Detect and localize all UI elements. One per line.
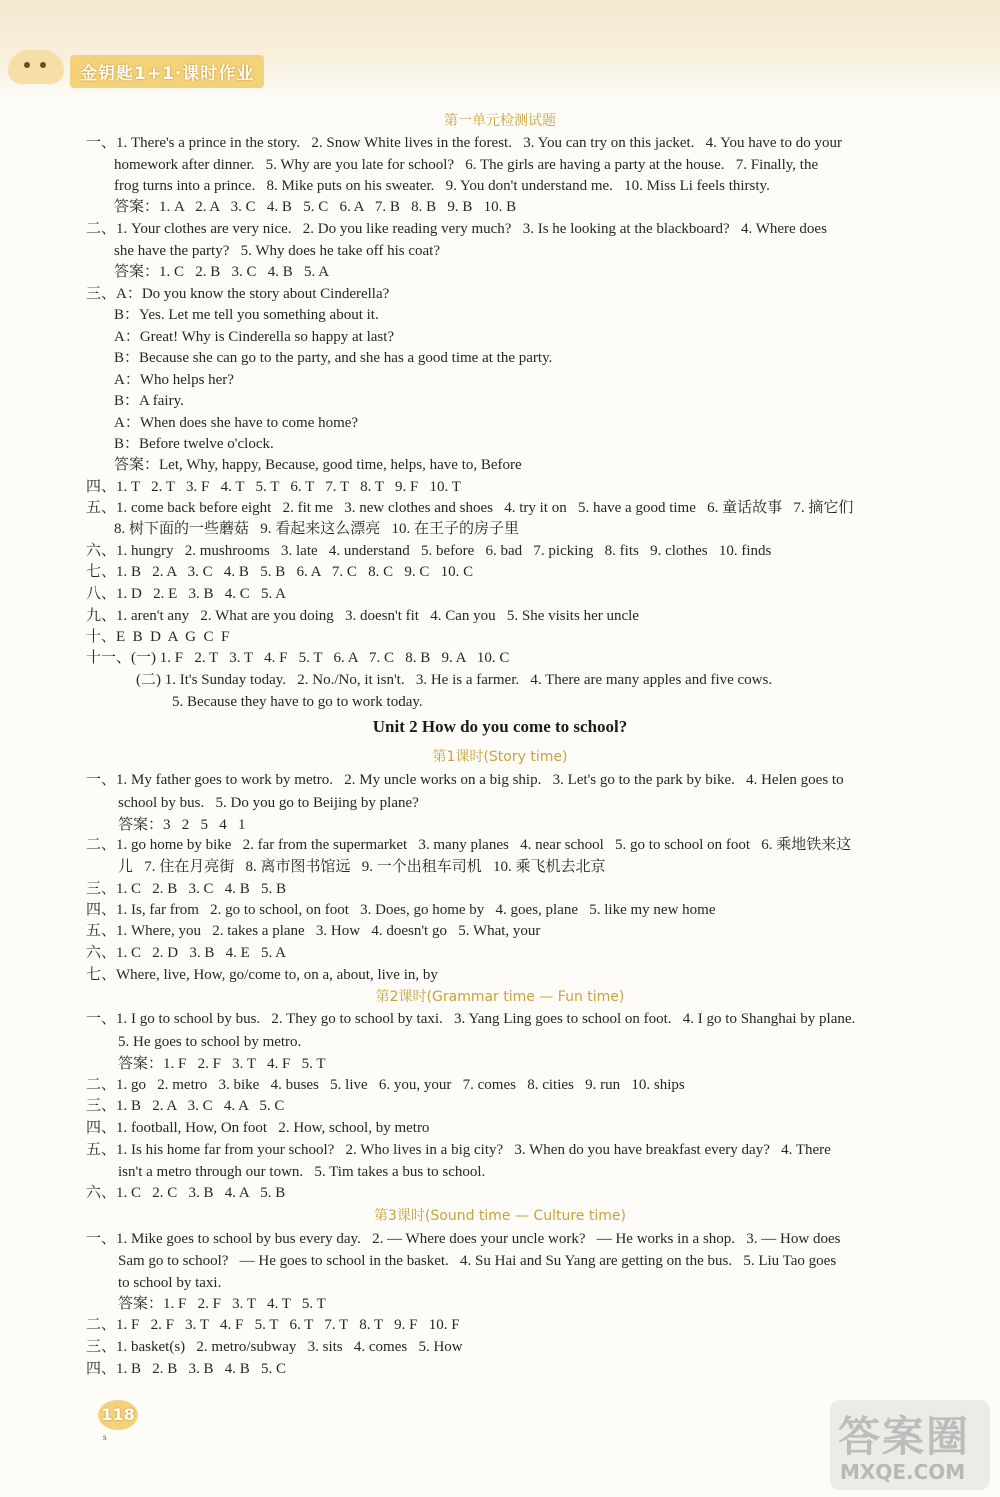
series-brand-label: 金钥匙1+1·课时作业 xyxy=(70,55,264,88)
answer-line: 儿 7. 住在月亮街 8. 离市图书馆远 9. 一个出租车司机 10. 乘飞机去北京 xyxy=(118,859,606,875)
answer-line: 二、1. F 2. F 3. T 4. F 5. T 6. T 7. T 8. T 9. F 10. F xyxy=(86,1317,460,1333)
dialogue-line: B：Because she can go to the party, and she has a good time at the party. xyxy=(114,350,553,366)
watermark-logo xyxy=(830,1400,990,1490)
answer-line: school by bus. 5. Do you go to Beijing by plane? xyxy=(118,795,419,811)
answer-line: 六、1. C 2. C 3. B 4. A 5. B xyxy=(86,1185,286,1201)
answer-line: 四、1. Is, far from 2. go to school, on foot 3. Does, go home by 4. goes, plane 5. like my new home xyxy=(86,902,716,918)
answer-line: 三、1. B 2. A 3. C 4. A 5. C xyxy=(86,1098,285,1114)
answer-line: 十一、(一) 1. F 2. T 3. T 4. F 5. T 6. A 7. C 8. B 9. A 10. C xyxy=(86,650,510,666)
answer-line: 七、Where, live, How, go/come to, on a, about, live in, by xyxy=(86,967,438,983)
answer-line: 一、1. Mike goes to school by bus every day. 2. — Where does your uncle work? — He works in a shop. 3. — How does xyxy=(86,1231,841,1247)
mascot-eye-icon xyxy=(40,62,46,68)
answer-key-line: 答案：1. F 2. F 3. T 4. T 5. T xyxy=(118,1296,326,1312)
answer-line: 三、1. basket(s) 2. metro/subway 3. sits 4. comes 5. How xyxy=(86,1339,463,1355)
answer-line: 六、1. hungry 2. mushrooms 3. late 4. understand 5. before 6. bad 7. picking 8. fits 9. clothes 10. finds xyxy=(86,543,772,559)
answer-line: 二、1. Your clothes are very nice. 2. Do you like reading very much? 3. Is he looking at the blackboard? 4. Where does xyxy=(86,221,827,237)
answer-line: 5. He goes to school by metro. xyxy=(118,1034,302,1050)
watermark-site: MXQE.COM xyxy=(840,1460,966,1484)
section-title-unit1-test: 第一单元检测试题 xyxy=(444,113,556,129)
answer-line: 四、1. B 2. B 3. B 4. B 5. C xyxy=(86,1361,287,1377)
answer-key-line: 答案：1. F 2. F 3. T 4. F 5. T xyxy=(118,1056,326,1072)
answer-line: Sam go to school? — He goes to school in the basket. 4. Su Hai and Su Yang are getting on the bus. 5. Liu Tao goes xyxy=(118,1253,837,1269)
answer-line: 一、1. I go to school by bus. 2. They go to school by taxi. 3. Yang Ling goes to school on foot. 4. I go to Shanghai by plane. xyxy=(86,1011,856,1027)
answer-line: 五、1. come back before eight 2. fit me 3. new clothes and shoes 4. try it on 5. have a good time 6. 童话故事 7. 摘它们 xyxy=(86,500,854,516)
answer-line: 五、1. Is his home far from your school? 2. Who lives in a big city? 3. When do you have breakfast every day? 4. There xyxy=(86,1142,831,1158)
lesson-title: 第2课时(Grammar time — Fun time) xyxy=(375,989,625,1005)
dialogue-line: A：When does she have to come home? xyxy=(114,415,359,431)
lesson-title: 第3课时(Sound time — Culture time) xyxy=(374,1208,626,1224)
answer-line: 四、1. football, How, On foot 2. How, school, by metro xyxy=(86,1120,430,1136)
answer-line: 二、1. go 2. metro 3. bike 4. buses 5. live 6. you, your 7. comes 8. cities 9. run 10. ships xyxy=(86,1077,685,1093)
answer-line: 一、1. There's a prince in the story. 2. Snow White lives in the forest. 3. You can try on this jacket. 4. You have to do your xyxy=(86,135,842,151)
answer-line: 二、1. go home by bike 2. far from the supermarket 3. many planes 4. near school 5. go to school on foot 6. 乘地铁来这 xyxy=(86,837,852,853)
answer-key-line: 答案：1. A 2. A 3. C 4. B 5. C 6. A 7. B 8. B 9. B 10. B xyxy=(114,199,517,215)
answer-line: (二) 1. It's Sunday today. 2. No./No, it isn't. 3. He is a farmer. 4. There are many apples and five cows. xyxy=(136,672,773,688)
dialogue-line: B：A fairy. xyxy=(114,393,184,409)
dialogue-line: B：Before twelve o'clock. xyxy=(114,436,274,452)
answer-key-line: 答案：1. C 2. B 3. C 4. B 5. A xyxy=(114,264,330,280)
mascot-logo xyxy=(8,50,64,84)
answer-line: frog turns into a prince. 8. Mike puts on his sweater. 9. You don't understand me. 10. Miss Li feels thirsty. xyxy=(114,178,770,194)
answer-line: 九、1. aren't any 2. What are you doing 3. doesn't fit 4. Can you 5. She visits her uncle xyxy=(86,608,639,624)
answer-line: 七、1. B 2. A 3. C 4. B 5. B 6. A 7. C 8. C 9. C 10. C xyxy=(86,564,474,580)
answer-line: 8. 树下面的一些蘑菇 9. 看起来这么漂亮 10. 在王子的房子里 xyxy=(114,521,520,537)
answer-line: 5. Because they have to go to work today. xyxy=(172,694,423,710)
answer-line: 六、1. C 2. D 3. B 4. E 5. A xyxy=(86,945,287,961)
answer-line: to school by taxi. xyxy=(118,1275,222,1291)
watermark-text: 答案圈 xyxy=(838,1412,971,1461)
answer-line: 五、1. Where, you 2. takes a plane 3. How 4. doesn't go 5. What, your xyxy=(86,923,541,939)
answer-line: 八、1. D 2. E 3. B 4. C 5. A xyxy=(86,586,287,602)
dialogue-line: A：Who helps her? xyxy=(114,372,234,388)
answer-key-line: 答案：3 2 5 4 1 xyxy=(118,817,246,833)
page-sub-mark: s xyxy=(103,1432,107,1442)
answer-line: 十、E B D A G C F xyxy=(86,629,230,645)
answer-line: 三、1. C 2. B 3. C 4. B 5. B xyxy=(86,881,287,897)
dialogue-line: A：Great! Why is Cinderella so happy at last? xyxy=(114,329,395,345)
answer-line: homework after dinner. 5. Why are you late for school? 6. The girls are having a party at the house. 7. Finally, the xyxy=(114,157,819,173)
page-number: 118 xyxy=(98,1400,138,1430)
answer-line: 四、1. T 2. T 3. F 4. T 5. T 6. T 7. T 8. T 9. F 10. T xyxy=(86,479,461,495)
answer-line: 一、1. My father goes to work by metro. 2. My uncle works on a big ship. 3. Let's go to the park by bike. 4. Helen goes to xyxy=(86,772,844,788)
answer-line: isn't a metro through our town. 5. Tim takes a bus to school. xyxy=(118,1164,486,1180)
dialogue-line: 三、A：Do you know the story about Cinderella? xyxy=(86,286,390,302)
mascot-eye-icon xyxy=(24,62,30,68)
answer-key-line: 答案：Let, Why, happy, Because, good time, helps, have to, Before xyxy=(114,457,522,473)
dialogue-line: B：Yes. Let me tell you something about it. xyxy=(114,307,379,323)
unit-title: Unit 2 How do you come to school? xyxy=(372,717,628,736)
answer-line: she have the party? 5. Why does he take off his coat? xyxy=(114,243,441,259)
lesson-title: 第1课时(Story time) xyxy=(432,749,568,765)
